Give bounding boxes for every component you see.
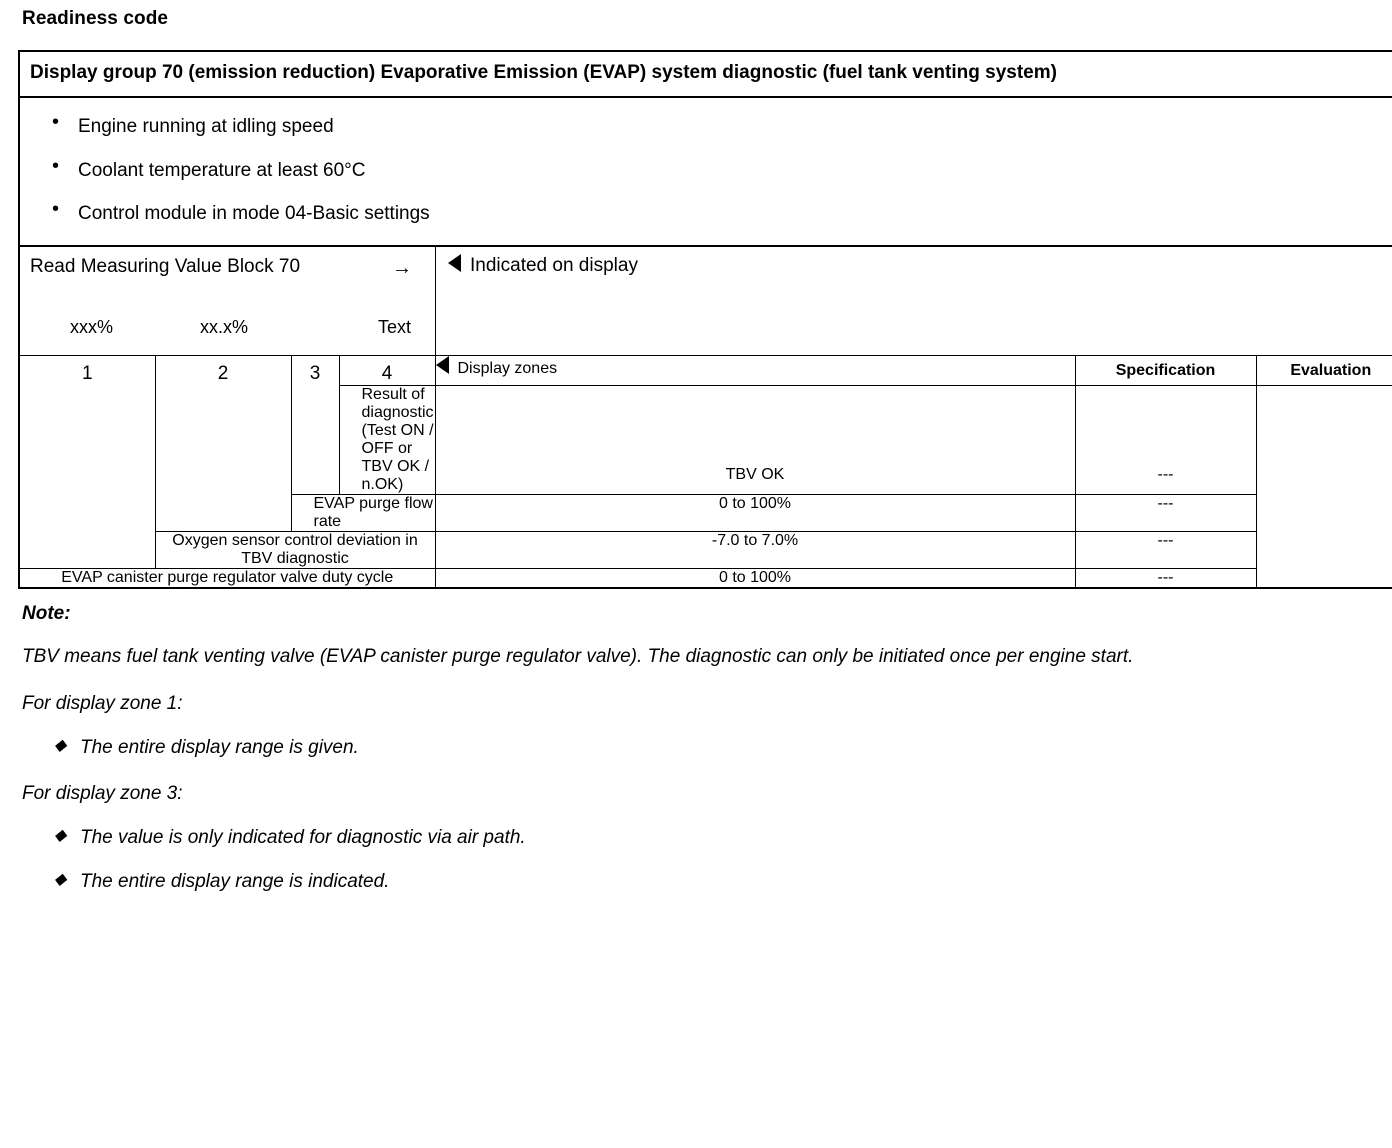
row-specification: 0 to 100% [435,495,1075,532]
readout-col-2: xx.x% [200,317,249,338]
measuring-value-block [20,247,436,355]
conditions-list [30,110,1392,226]
note-item-text: The entire display range is given. [80,737,359,759]
table-row [19,532,1392,569]
readout-col-4: Text [378,317,412,338]
table-title-row [19,51,1392,97]
table-title: Display group 70 (emission reduction) Evaporative Emission (EVAP) system diagnostic (fuel tank venting system) [19,51,1392,97]
note-item-text: The value is only indicated for diagnostic via air path. [80,827,526,849]
note-paragraph: TBV means fuel tank venting valve (EVAP canister purge regulator valve). The diagnostic can only be initiated once per engine start. [22,646,1134,668]
display-zones-header [435,356,1075,386]
left-triangle-icon [448,254,461,272]
diamond-bullet-icon: ◆ [54,871,67,889]
bullet-icon: • [52,198,60,221]
indicated-on-display [436,247,1392,355]
read-measuring-value-block-label: Read Measuring Value Block 70 [30,256,301,278]
condition-text: Coolant temperature at least 60°C [78,159,366,181]
display-zone-3-heading: For display zone 3: [22,783,183,805]
zone-header-row [19,356,1392,386]
table-row [19,569,1392,589]
row-evaluation: --- [1075,495,1256,532]
indicated-on-display-label: Indicated on display [470,255,638,277]
condition-text: Engine running at idling speed [78,115,334,137]
readout-col-1: xxx% [70,317,114,338]
zone-number-4: 4 [339,356,435,386]
conditions-row [19,97,1392,247]
readout-block [20,247,1392,355]
diamond-bullet-icon: ◆ [54,737,67,755]
row-specification: TBV OK [435,386,1075,495]
row-specification: 0 to 100% [435,569,1075,589]
row-description: EVAP canister purge regulator valve duty cycle [19,569,435,589]
display-zone-1-heading: For display zone 1: [22,693,183,715]
evaluation-header: Evaluation [1256,356,1392,386]
zone-number-1: 1 [19,356,155,569]
row-specification: -7.0 to 7.0% [435,532,1075,569]
page-title: Readiness code [22,8,169,29]
readout-row [19,246,1392,356]
row-evaluation: --- [1075,386,1256,495]
bullet-icon: • [52,154,60,177]
readiness-code-table [18,50,1392,589]
list-item [30,198,1392,225]
list-item [30,154,1392,182]
condition-text: Control module in mode 04-Basic settings [78,203,430,225]
specification-header: Specification [1075,356,1256,386]
row-description: Oxygen sensor control deviation in TBV diagnostic [155,532,435,569]
list-item [30,110,1392,138]
list-item [54,737,1374,759]
left-triangle-icon [436,356,449,374]
note-item-text: The entire display range is indicated. [80,871,390,893]
bullet-icon: • [52,110,60,133]
row-evaluation: --- [1075,532,1256,569]
list-item [54,871,1374,893]
row-description: Result of diagnostic (Test ON / OFF or TBV OK / n.OK) [339,386,435,495]
document-page [0,8,1392,1148]
display-zones-label: Display zones [457,360,558,378]
list-item [54,827,1374,849]
zone-number-2: 2 [155,356,291,532]
row-evaluation: --- [1075,569,1256,589]
note-title: Note: [22,603,71,625]
zone-number-3: 3 [291,356,339,495]
arrow-right-icon: → [392,257,412,280]
diamond-bullet-icon: ◆ [54,827,67,845]
row-description: EVAP purge flow rate [291,495,435,532]
